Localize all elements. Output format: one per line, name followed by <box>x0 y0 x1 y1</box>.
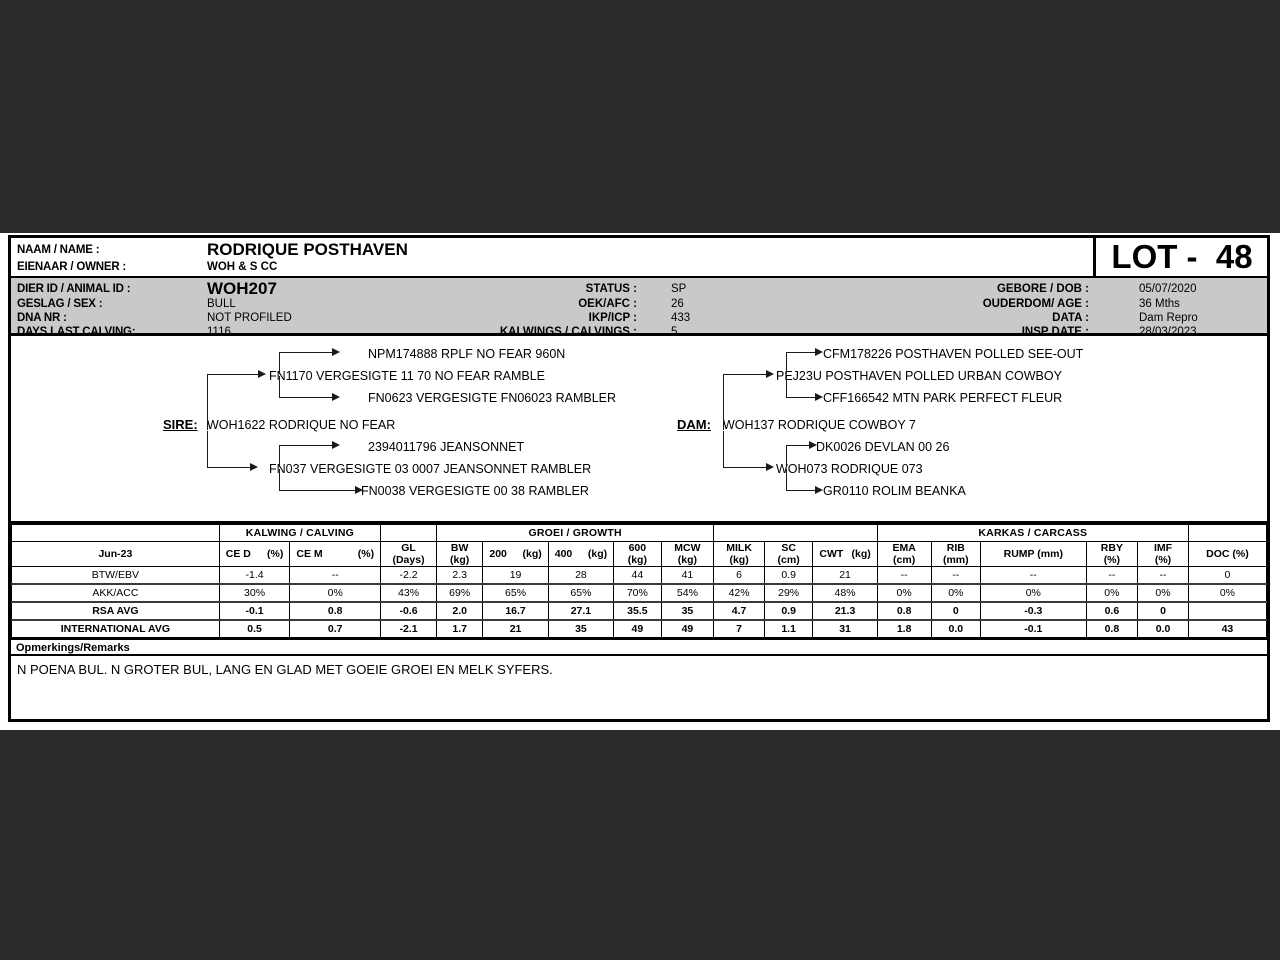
pedigree-diagram <box>11 336 1267 524</box>
table-group-spacer-4 <box>714 525 877 542</box>
table-cell-mcw: 35 <box>661 602 714 620</box>
dd-arrow-dn <box>815 486 823 494</box>
table-cell-milk: 7 <box>714 620 765 638</box>
sire-bracket-horz-upper <box>207 374 259 375</box>
sd-arrow-dn <box>355 486 363 494</box>
dam-bracket-horz-upper <box>723 374 767 375</box>
table-cell-w200: 21 <box>483 620 548 638</box>
table-cell-doc: 0 <box>1188 567 1266 585</box>
table-row <box>12 602 1267 620</box>
dam-dam-name: WOH073 RODRIQUE 073 <box>776 462 923 476</box>
document-sheet <box>0 233 1280 730</box>
table-col-header-bw: BW (kg) <box>436 542 482 567</box>
table-col-header-mcw: MCW (kg) <box>661 542 714 567</box>
dob-value: 05/07/2020 <box>1139 283 1197 295</box>
days-last-calving-label: DAYS LAST CALVING: <box>17 326 136 338</box>
ss-bracket-vert-dn <box>279 376 280 398</box>
sire-sire-name: FN1170 VERGESIGTE 11 70 NO FEAR RAMBLE <box>269 369 546 383</box>
table-col-header-label: Jun-23 <box>12 542 220 567</box>
dd-arrow-up <box>809 441 817 449</box>
table-cell-cwt: 31 <box>813 620 877 638</box>
dd-bracket-vert-up <box>786 445 787 467</box>
table-col-header-rump: RUMP (mm) <box>981 542 1086 567</box>
sire-label: SIRE: <box>163 417 198 432</box>
data-label: DATA : <box>1052 312 1089 324</box>
table-row-label: AKK/ACC <box>12 584 220 602</box>
sire-bracket-vert-lower <box>207 431 208 468</box>
table-cell-rby: 0.6 <box>1086 602 1138 620</box>
table-cell-bw: 2.0 <box>436 602 482 620</box>
ds-bracket-vert-dn <box>786 376 787 398</box>
age-label: OUDERDOM/ AGE : <box>982 298 1089 310</box>
table-cell-ema: 1.8 <box>877 620 931 638</box>
dam-dam-sire-name: DK0026 DEVLAN 00 26 <box>816 440 950 454</box>
name-value: RODRIQUE POSTHAVEN <box>207 240 408 259</box>
table-cell-ema: -- <box>877 567 931 585</box>
table-group-header-row <box>12 525 1267 542</box>
table-cell-imf: -- <box>1138 567 1189 585</box>
owner-label: EIENAAR / OWNER : <box>17 261 127 273</box>
table-cell-ced: -1.4 <box>219 567 290 585</box>
table-col-header-imf: IMF (%) <box>1138 542 1189 567</box>
table-cell-w600: 35.5 <box>614 602 661 620</box>
table-group-groei-growth: GROEI / GROWTH <box>436 525 713 542</box>
sire-arrow-upper <box>258 370 266 378</box>
table-cell-w400: 35 <box>548 620 613 638</box>
sd-bracket-vert-dn <box>279 469 280 491</box>
table-cell-bw: 2.3 <box>436 567 482 585</box>
table-cell-imf: 0% <box>1138 584 1189 602</box>
table-cell-rump: 0% <box>981 584 1086 602</box>
table-cell-gl: 43% <box>381 584 437 602</box>
table-col-header-rby: RBY (%) <box>1086 542 1138 567</box>
table-cell-milk: 4.7 <box>714 602 765 620</box>
table-cell-doc <box>1188 602 1266 620</box>
table-cell-w600: 49 <box>614 620 661 638</box>
sd-bracket-horz-up <box>279 445 333 446</box>
dd-bracket-horz-dn <box>786 490 816 491</box>
table-cell-w200: 19 <box>483 567 548 585</box>
table-group-karkas-carcass: KARKAS / CARCASS <box>877 525 1188 542</box>
table-cell-gl: -2.2 <box>381 567 437 585</box>
afc-label: OEK/AFC : <box>578 298 637 310</box>
table-cell-cem: 0.8 <box>290 602 381 620</box>
sire-dam-dam-name: FN0038 VERGESIGTE 00 38 RAMBLER <box>361 484 589 498</box>
table-cell-gl: -0.6 <box>381 602 437 620</box>
table-cell-w600: 70% <box>614 584 661 602</box>
table-col-header-milk: MILK (kg) <box>714 542 765 567</box>
sire-sire-dam-name: FN0623 VERGESIGTE FN06023 RAMBLER <box>368 391 617 405</box>
insp-label: INSP DATE : <box>1021 326 1089 338</box>
table-cell-rib: 0% <box>931 584 981 602</box>
table-cell-ced: 0.5 <box>219 620 290 638</box>
dam-sire-dam-name: CFF166542 MTN PARK PERFECT FLEUR <box>823 391 1063 405</box>
header-details-block <box>11 278 1267 336</box>
dam-root-name: WOH137 RODRIQUE COWBOY 7 <box>723 418 916 432</box>
remarks-text: N POENA BUL. N GROTER BUL, LANG EN GLAD MET GOEIE GROEI EN MELK SYFERS. <box>17 662 553 677</box>
table-col-header-cem: CE M (%) <box>290 542 381 567</box>
animal-id-value: WOH207 <box>207 279 277 298</box>
calvings-label: KALWINGS / CALVINGS : <box>499 326 637 338</box>
status-value: SP <box>671 283 687 295</box>
dam-arrow-upper <box>766 370 774 378</box>
table-cell-cwt: 48% <box>813 584 877 602</box>
table-cell-sc: 0.9 <box>764 567 813 585</box>
sex-value: BULL <box>207 298 236 310</box>
table-row <box>12 584 1267 602</box>
table-col-header-doc: DOC (%) <box>1188 542 1266 567</box>
icp-label: IKP/ICP : <box>588 312 637 324</box>
table-cell-sc: 0.9 <box>764 602 813 620</box>
dam-sire-name: PEJ23U POSTHAVEN POLLED URBAN COWBOY <box>776 369 1062 383</box>
ss-bracket-horz-up <box>279 352 333 353</box>
table-cell-cem: -- <box>290 567 381 585</box>
ss-arrow-dn <box>332 393 340 401</box>
table-cell-bw: 1.7 <box>436 620 482 638</box>
table-row <box>12 620 1267 638</box>
table-cell-w200: 65% <box>483 584 548 602</box>
dam-bracket-vert-lower <box>723 431 724 468</box>
table-group-kalwing-calving: KALWING / CALVING <box>219 525 380 542</box>
table-col-header-w200: 200 (kg) <box>483 542 548 567</box>
table-cell-ced: -0.1 <box>219 602 290 620</box>
breeding-values-table <box>11 524 1267 638</box>
table-row-label: RSA AVG <box>12 602 220 620</box>
sd-arrow-up <box>332 441 340 449</box>
table-cell-w400: 27.1 <box>548 602 613 620</box>
table-cell-imf: 0.0 <box>1138 620 1189 638</box>
table-cell-sc: 29% <box>764 584 813 602</box>
table-cell-cwt: 21.3 <box>813 602 877 620</box>
table-cell-rib: -- <box>931 567 981 585</box>
days-last-calving-value: 1116 <box>207 326 231 338</box>
table-cell-ema: 0.8 <box>877 602 931 620</box>
table-cell-bw: 69% <box>436 584 482 602</box>
table-cell-doc: 43 <box>1188 620 1266 638</box>
table-col-header-gl: GL (Days) <box>381 542 437 567</box>
table-col-header-ced: CE D (%) <box>219 542 290 567</box>
table-cell-rump: -0.3 <box>981 602 1086 620</box>
table-col-header-ema: EMA (cm) <box>877 542 931 567</box>
table-cell-rby: 0.8 <box>1086 620 1138 638</box>
animal-id-label: DIER ID / ANIMAL ID : <box>17 283 131 295</box>
sire-bracket-horz-lower <box>207 467 251 468</box>
icp-value: 433 <box>671 312 691 324</box>
table-row <box>12 567 1267 585</box>
dam-bracket-vert-upper <box>723 374 724 430</box>
table-cell-cwt: 21 <box>813 567 877 585</box>
table-cell-w200: 16.7 <box>483 602 548 620</box>
remarks-heading: Opmerkings/Remarks <box>11 638 1267 656</box>
ss-bracket-horz-dn <box>279 397 333 398</box>
table-cell-ema: 0% <box>877 584 931 602</box>
table-cell-mcw: 41 <box>661 567 714 585</box>
catalogue-card <box>8 235 1270 722</box>
table-cell-gl: -2.1 <box>381 620 437 638</box>
calvings-value: 5 <box>671 326 678 338</box>
header-identity-block <box>11 238 1267 278</box>
sd-bracket-horz-dn <box>279 490 356 491</box>
table-cell-rby: 0% <box>1086 584 1138 602</box>
sire-dam-name: FN037 VERGESIGTE 03 0007 JEANSONNET RAMBLER <box>269 462 592 476</box>
dam-arrow-lower <box>766 463 774 471</box>
table-cell-milk: 42% <box>714 584 765 602</box>
dd-bracket-vert-dn <box>786 469 787 491</box>
table-cell-mcw: 54% <box>661 584 714 602</box>
lot-number-box <box>1093 237 1268 276</box>
table-group-spacer-0 <box>12 525 220 542</box>
owner-value: WOH & S CC <box>207 261 278 273</box>
table-cell-rump: -0.1 <box>981 620 1086 638</box>
sire-arrow-lower <box>250 463 258 471</box>
sire-bracket-vert-upper <box>207 374 208 430</box>
table-cell-ced: 30% <box>219 584 290 602</box>
ss-arrow-up <box>332 348 340 356</box>
table-cell-rby: -- <box>1086 567 1138 585</box>
age-value: 36 Mths <box>1139 298 1180 310</box>
insp-value: 28/03/2023 <box>1139 326 1197 338</box>
dna-value: NOT PROFILED <box>207 312 292 324</box>
dam-dam-dam-name: GR0110 ROLIM BEANKA <box>823 484 966 498</box>
table-row-label: INTERNATIONAL AVG <box>12 620 220 638</box>
ds-bracket-horz-up <box>786 352 816 353</box>
table-group-spacer-2 <box>381 525 437 542</box>
afc-value: 26 <box>671 298 684 310</box>
table-col-header-cwt: CWT (kg) <box>813 542 877 567</box>
table-cell-rib: 0.0 <box>931 620 981 638</box>
ss-bracket-vert-up <box>279 352 280 374</box>
table-cell-sc: 1.1 <box>764 620 813 638</box>
dam-label: DAM: <box>677 417 711 432</box>
table-cell-mcw: 49 <box>661 620 714 638</box>
table-col-header-w600: 600 (kg) <box>614 542 661 567</box>
table-col-header-sc: SC (cm) <box>764 542 813 567</box>
table-cell-rump: -- <box>981 567 1086 585</box>
table-cell-w400: 28 <box>548 567 613 585</box>
table-cell-doc: 0% <box>1188 584 1266 602</box>
lot-number-text: LOT - 48 <box>1111 237 1253 275</box>
table-col-header-rib: RIB (mm) <box>931 542 981 567</box>
ds-bracket-horz-dn <box>786 397 816 398</box>
dna-label: DNA NR : <box>17 312 67 324</box>
ds-arrow-dn <box>815 393 823 401</box>
table-column-header-row <box>12 542 1267 567</box>
data-value: Dam Repro <box>1139 312 1198 324</box>
table-cell-milk: 6 <box>714 567 765 585</box>
ds-bracket-vert-up <box>786 352 787 374</box>
ds-arrow-up <box>815 348 823 356</box>
table-cell-imf: 0 <box>1138 602 1189 620</box>
sd-bracket-vert-up <box>279 445 280 467</box>
dob-label: GEBORE / DOB : <box>996 283 1089 295</box>
table-body <box>12 567 1267 638</box>
dd-bracket-horz-up <box>786 445 810 446</box>
table-col-header-w400: 400 (kg) <box>548 542 613 567</box>
table-cell-w600: 44 <box>614 567 661 585</box>
sire-dam-sire-name: 2394011796 JEANSONNET <box>368 440 525 454</box>
table-cell-w400: 65% <box>548 584 613 602</box>
dam-sire-sire-name: CFM178226 POSTHAVEN POLLED SEE-OUT <box>823 347 1084 361</box>
sex-label: GESLAG / SEX : <box>17 298 103 310</box>
table-cell-rib: 0 <box>931 602 981 620</box>
table-cell-cem: 0% <box>290 584 381 602</box>
sire-sire-sire-name: NPM174888 RPLF NO FEAR 960N <box>368 347 566 361</box>
table-row-label: BTW/EBV <box>12 567 220 585</box>
name-label: NAAM / NAME : <box>17 244 100 256</box>
sire-root-name: WOH1622 RODRIQUE NO FEAR <box>207 418 396 432</box>
table-group-spacer-6 <box>1188 525 1266 542</box>
dam-bracket-horz-lower <box>723 467 767 468</box>
status-label: STATUS : <box>585 283 637 295</box>
table-cell-cem: 0.7 <box>290 620 381 638</box>
